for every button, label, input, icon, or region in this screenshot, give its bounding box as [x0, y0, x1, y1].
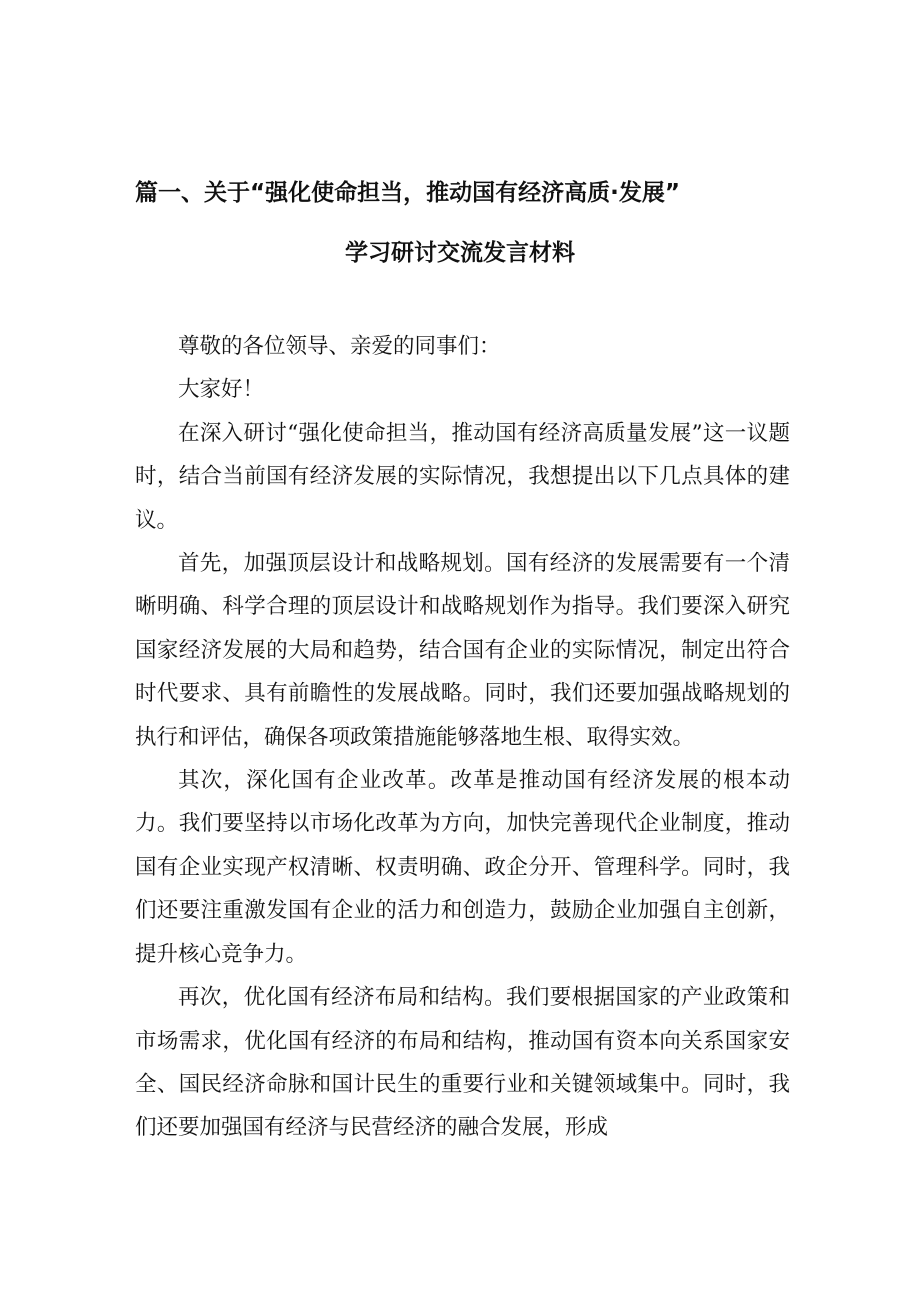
document-body — [135, 325, 790, 1150]
greeting: 大家好！ — [178, 377, 265, 403]
paragraph-third-point: 再次，优化国有经济布局和结构。我们要根据国家的产业政策和市场需求，优化国有经济的布局和结构，推动国有资本向关系国家安全、国民经济命脉和国计民生的重要行业和关键领域集中。同时，我们还要加强国有经济与民营经济的融合发展，形成 — [135, 985, 790, 1141]
document-title-line-2: 学习研讨交流发言材料 — [345, 240, 575, 266]
salutation: 尊敬的各位领导、亲爱的同事们： — [178, 334, 501, 359]
paragraph-second-point: 其次，深化国有企业改革。改革是推动国有经济发展的根本动力。我们要坚持以市场化改革为方向，加快完善现代企业制度，推动国有企业实现产权清晰、权责明确、政企分开、管理科学。同时，我们还要注重激发国有企业的活力和创造力，鼓励企业加强自主创新，提升核心竞争力。 — [135, 768, 790, 967]
document-title-line-1: 篇一、关于“强化使命担当，推动国有经济高质·发展” — [135, 180, 680, 206]
paragraph-first-point: 首先，加强顶层设计和战略规划。国有经济的发展需要有一个清晰明确、科学合理的顶层设计和战略规划作为指导。我们要深入研究国家经济发展的大局和趋势，结合国有企业的实际情况，制定出符合时代要求、具有前瞻性的发展战略。同时，我们还要加强战略规划的执行和评估，确保各项政策措施能够落地生根、取得实效。 — [135, 551, 790, 750]
paragraph-intro: 在深入研讨“强化使命担当，推动国有经济高质量发展”这一议题时，结合当前国有经济发展的实际情况，我想提出以下几点具体的建议。 — [135, 420, 790, 533]
